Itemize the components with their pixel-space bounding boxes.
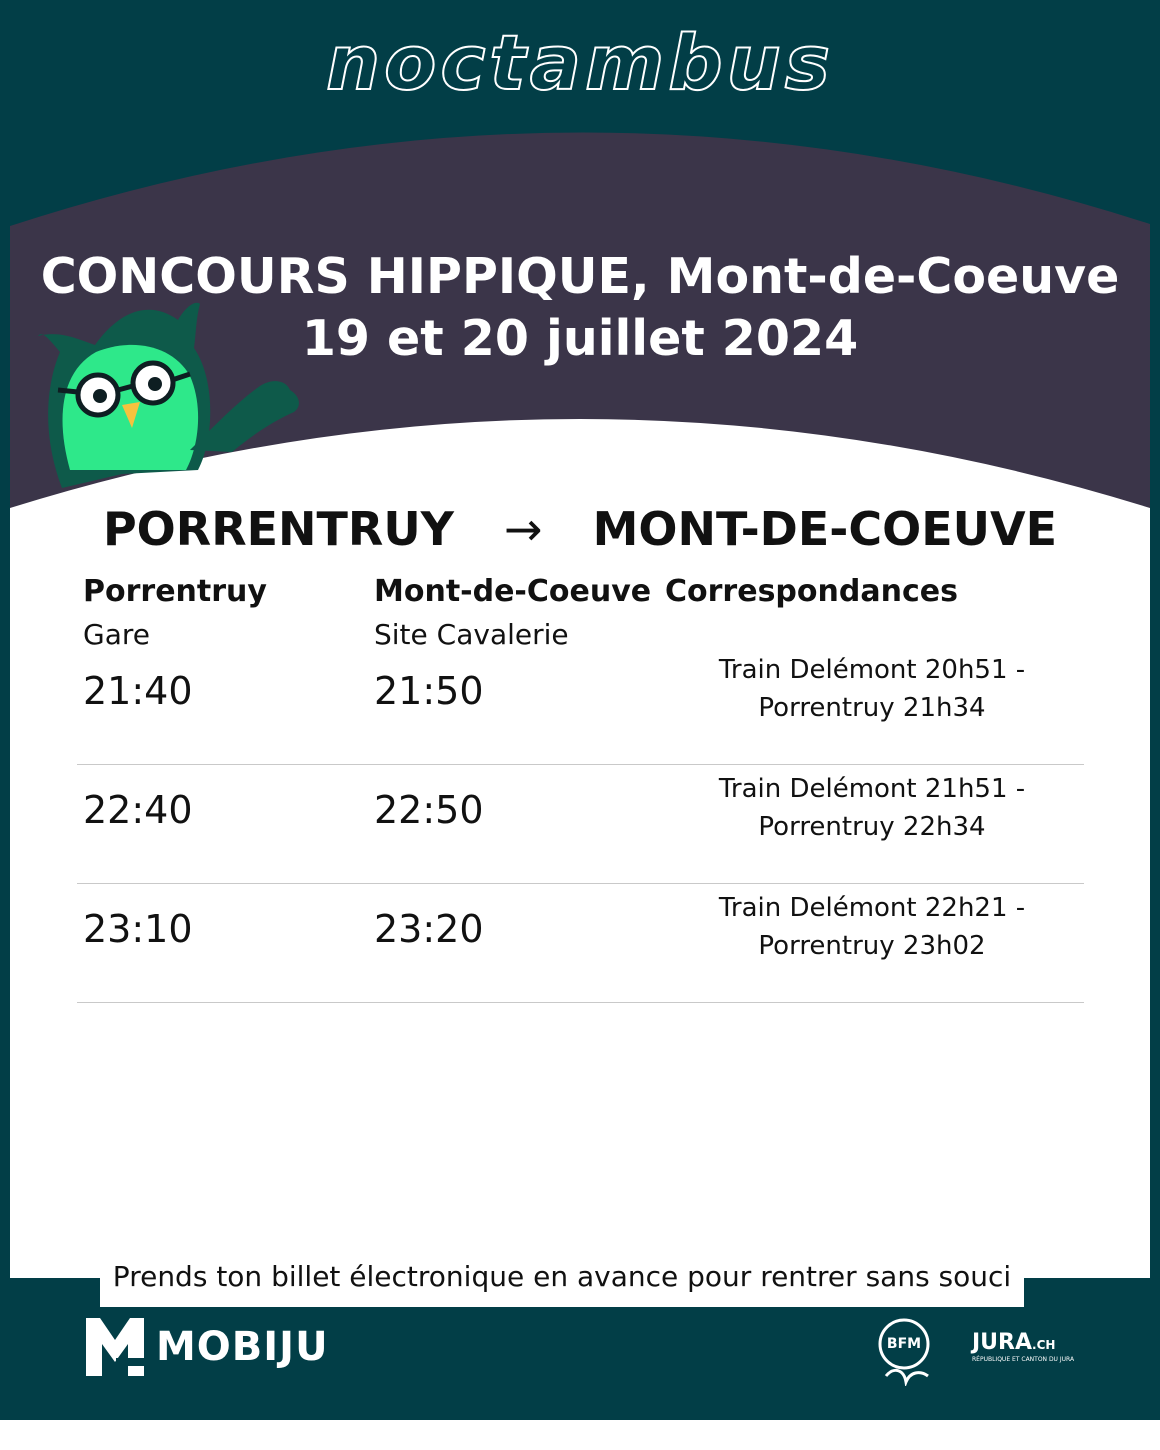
jura-logo: JURA.CH [972,1330,1056,1355]
connection-line1: Train Delémont 21h51 - [718,774,1026,804]
column-header-arrival: Mont-de-Coeuve [374,574,652,609]
mobiju-m-icon [86,1318,144,1376]
column-header-departure: Porrentruy [83,574,267,609]
column-subheader-arrival-stop: Site Cavalerie [374,618,569,651]
connection-line1: Train Delémont 22h21 - [718,893,1026,923]
connection-info [697,651,1047,727]
event-date: 19 et 20 juillet 2024 [301,310,859,367]
jura-wordmark: JURA [972,1330,1033,1355]
jura-subtitle: RÉPUBLIQUE ET CANTON DU JURA [972,1356,1075,1363]
departure-time: 23:10 [83,907,193,951]
route-from: PORRENTRUY [102,502,454,556]
connection-line2: Porrentruy 22h34 [758,812,986,842]
arrival-time: 22:50 [374,788,484,832]
timetable-row [77,883,1084,1003]
connection-line2: Porrentruy 21h34 [758,693,986,723]
noctambus-logo: noctambus [326,18,834,107]
arrival-time: 21:50 [374,669,484,713]
arrival-time: 23:20 [374,907,484,951]
departure-time: 21:40 [83,669,193,713]
mobiju-wordmark: MOBIJU [156,1324,329,1370]
column-header-connections: Correspondances [665,574,958,609]
bfm-logo [876,1312,936,1386]
connection-info [697,889,1047,965]
bfm-label: BFM [886,1336,922,1352]
connection-line2: Porrentruy 23h02 [758,931,986,961]
column-subheader-departure-stop: Gare [83,618,150,651]
route-arrow-icon: → [504,502,543,556]
connection-line1: Train Delémont 20h51 - [718,655,1026,685]
ticket-note: Prends ton billet électronique en avance pour rentrer sans souci [100,1254,1024,1307]
departure-time: 22:40 [83,788,193,832]
connection-info [697,770,1047,846]
event-title [0,246,1160,370]
event-title-line1: CONCOURS HIPPIQUE, Mont-de-Coeuve [40,248,1120,305]
route-header [0,502,1160,556]
route-to: MONT-DE-COEUVE [592,502,1058,556]
timetable-row [77,645,1084,765]
timetable-row [77,764,1084,884]
